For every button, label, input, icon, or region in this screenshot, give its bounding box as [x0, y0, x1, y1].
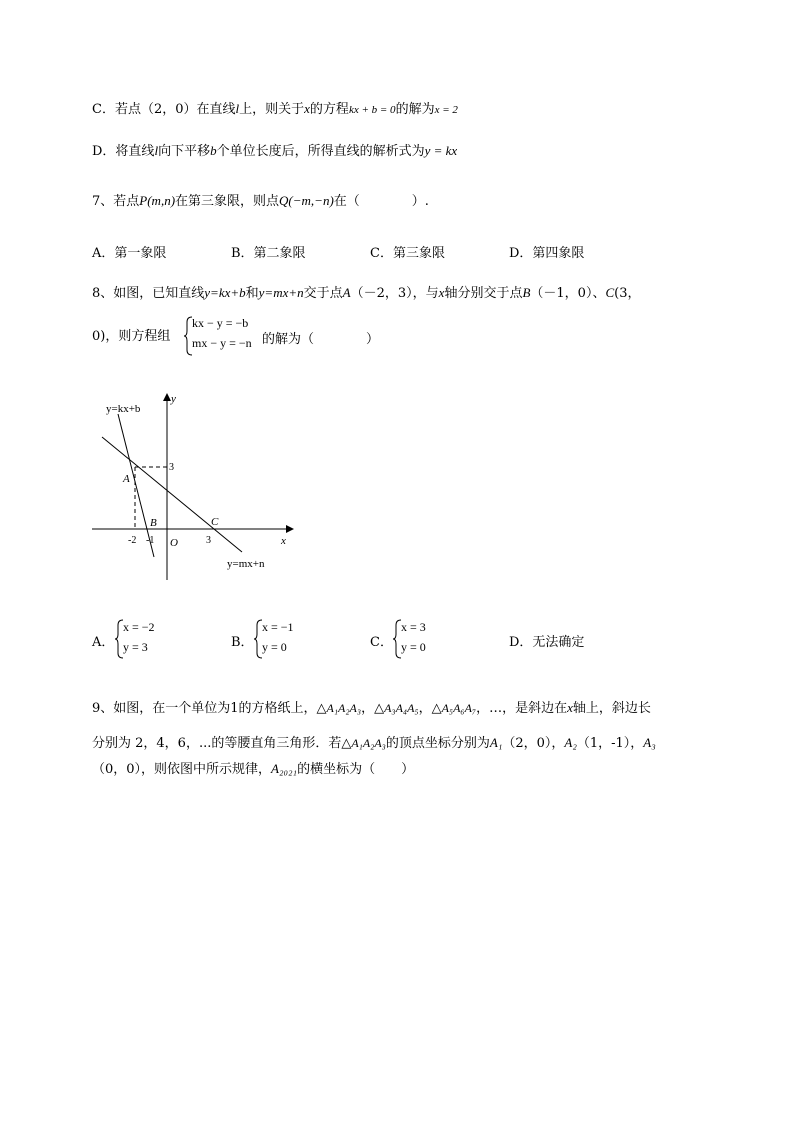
q6-option-d: D．将直线l向下平移b个单位长度后，所得直线的解析式为y = kx — [92, 143, 458, 159]
q7-option-b: B．第二象限 — [231, 246, 306, 261]
label-origin: O — [170, 537, 178, 549]
tick-label-3y: 3 — [169, 462, 174, 473]
label-line-kx-b: y=kx+b — [106, 403, 141, 415]
q8-option-c-system: x = 3 y = 0 — [393, 619, 473, 659]
q8-stem-line2-end: 的解为（ ） — [262, 332, 380, 347]
q7-option-c: C．第三象限 — [370, 246, 445, 261]
q7-option-d: D．第四象限 — [509, 246, 585, 261]
q8-option-b-system: x = −1 y = 0 — [254, 619, 334, 659]
label-line-mx-n: y=mx+n — [227, 558, 265, 570]
q9-stem-line2: 分别为 2，4，6，...的等腰直角三角形．若△A₁A₂A₃的顶点坐标分别为A₁（2，0），A₂（1，-1），A₃ — [92, 735, 656, 751]
q9-stem-line3: （0，0），则依图中所示规律，A₂₀₂₁的横坐标为（ ） — [92, 761, 415, 777]
q8-option-d: D．无法确定 — [509, 635, 585, 650]
label-point-b: B — [150, 517, 157, 529]
tick-label-neg1: -1 — [146, 535, 155, 546]
q7-stem: 7、若点P(m,n)在第三象限，则点Q(−m,−n)在（ ）. — [92, 193, 429, 209]
q8-option-b: B． — [231, 635, 254, 650]
q8-system-eq1: kx − y = −b — [192, 316, 249, 330]
label-y-axis: y — [171, 393, 176, 405]
q8-option-c: C． — [370, 635, 393, 650]
q8-stem-line1: 8、如图，已知直线y=kx+b和y=mx+n交于点A（－2，3），与x轴分别交于点B（－1，0）、C(3， — [92, 285, 641, 301]
line-mx-n — [102, 437, 242, 552]
q8-equation-system — [184, 316, 264, 356]
q9-stem-line1: 9、如图，在一个单位为1的方格纸上，△A₁A₂A₃，△A₃A₄A₅，△A₅A₆A₇，…，是斜边在x轴上，斜边长 — [92, 700, 651, 716]
q8-system-eq2: mx − y = −n — [192, 336, 252, 350]
q6-option-c: C．若点（2，0）在直线l上，则关于x的方程kx + b = 0的解为x = 2 — [92, 101, 458, 117]
q8-option-a-system: x = −2 y = 3 — [115, 619, 195, 659]
label-x-axis: x — [281, 535, 286, 547]
tick-label-neg2: -2 — [128, 535, 137, 546]
q8-option-a: A． — [92, 635, 115, 650]
q8-stem-line2: 0)，则方程组 — [92, 329, 171, 344]
tick-label-3x: 3 — [206, 535, 211, 546]
label-point-c: C — [211, 516, 219, 528]
q7-option-a: A．第一象限 — [92, 246, 167, 261]
q8-graph — [90, 390, 300, 590]
label-point-a: A — [123, 473, 130, 485]
